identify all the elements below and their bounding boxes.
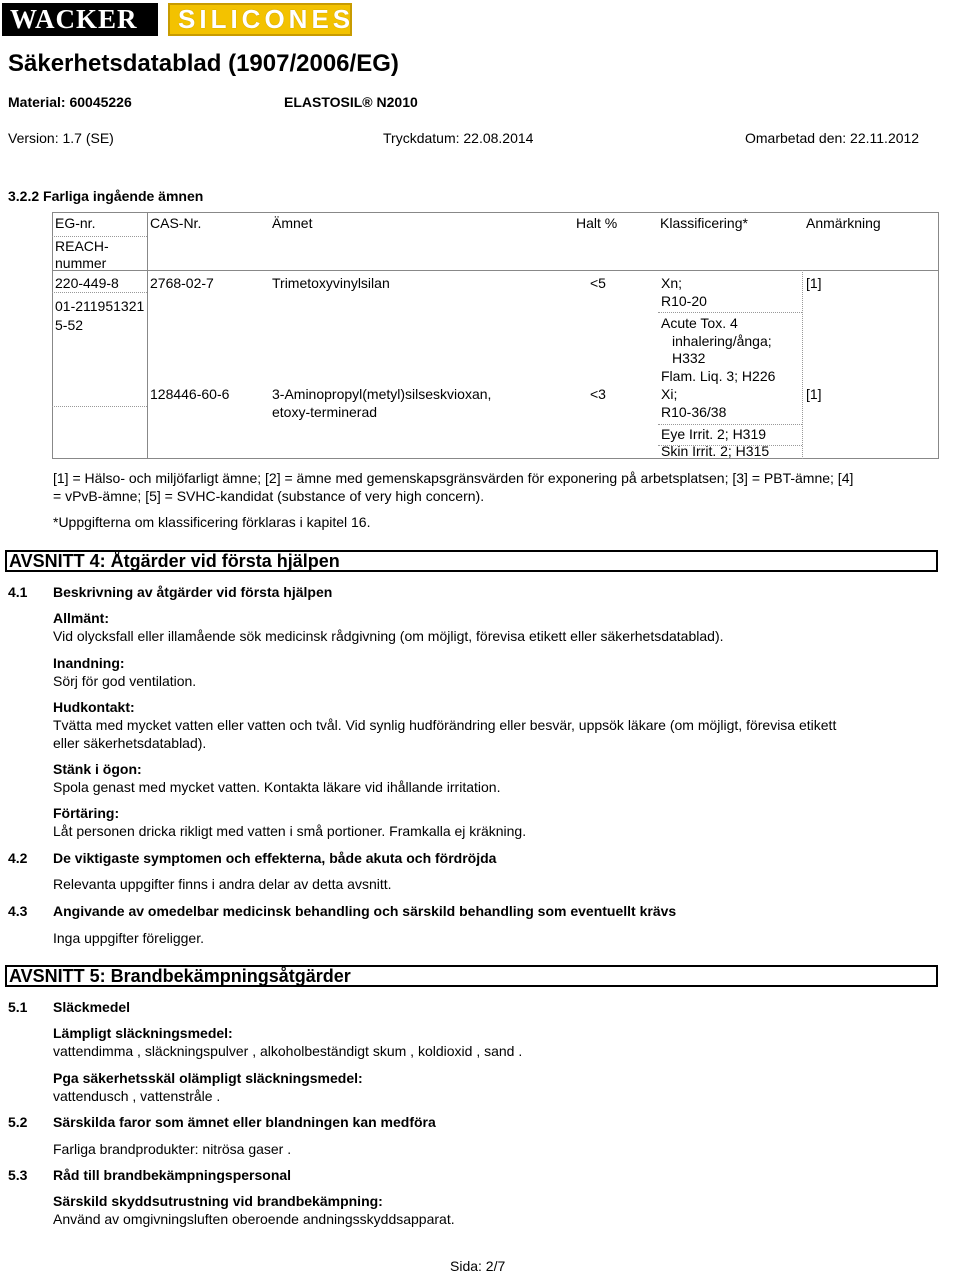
ingestion-text: Låt personen dricka rikligt med vatten i små portioner. Framkalla ej kräkning. xyxy=(53,823,527,839)
version: Version: 1.7 (SE) xyxy=(8,130,114,146)
divider xyxy=(52,292,147,293)
row1-cas: 2768-02-7 xyxy=(150,275,214,291)
col-reach: REACH-nummer xyxy=(55,238,109,271)
footnote-line-2: = vPvB-ämne; [5] = SVHC-kandidat (substance of very high concern). xyxy=(53,488,485,504)
row1-class-1: Xn; xyxy=(661,275,683,291)
unsuitable-media-label: Pga säkerhetsskäl olämpligt släckningsmedel: xyxy=(53,1070,363,1086)
row2-substance: 3-Aminopropyl(metyl)silseskvioxan, xyxy=(272,386,492,402)
s43-heading: Angivande av omedelbar medicinsk behandling och särskild behandling som eventuellt krävs xyxy=(53,903,677,919)
inhalation-label: Inandning: xyxy=(53,655,125,671)
row1-reach: 01-2119513215-52 xyxy=(55,298,145,333)
row2-substance-2: etoxy-terminerad xyxy=(272,404,378,420)
row1-eg: 220-449-8 xyxy=(55,275,119,291)
s41-number: 4.1 xyxy=(8,584,28,600)
material-number: Material: 60045226 xyxy=(8,94,132,110)
row1-substance: Trimetoxyvinylsilan xyxy=(272,275,390,291)
ingestion-label: Förtäring: xyxy=(53,805,120,821)
divider xyxy=(802,270,803,459)
divider xyxy=(147,270,939,271)
skin-label: Hudkontakt: xyxy=(53,699,135,715)
general-label: Allmänt: xyxy=(53,610,109,626)
row1-class-6: Flam. Liq. 3; H226 xyxy=(661,368,776,384)
row2-class-1: Xi; xyxy=(661,386,678,402)
divider xyxy=(147,212,148,459)
s41-heading: Beskrivning av åtgärder vid första hjälpen xyxy=(53,584,333,600)
col-substance: Ämnet xyxy=(272,215,313,231)
s53-number: 5.3 xyxy=(8,1167,28,1183)
col-halt: Halt % xyxy=(576,215,618,231)
row2-note: [1] xyxy=(806,386,822,402)
footnote-line-3: *Uppgifterna om klassificering förklaras i kapitel 16. xyxy=(53,514,371,530)
revised-date: Omarbetad den: 22.11.2012 xyxy=(745,130,920,146)
page-number: Sida: 2/7 xyxy=(450,1258,506,1274)
document-title: Säkerhetsdatablad (1907/2006/EG) xyxy=(8,50,399,77)
equipment-text: Använd av omgivningsluften oberoende andningsskyddsapparat. xyxy=(53,1211,455,1227)
col-eg: EG-nr. xyxy=(55,215,96,231)
s52-number: 5.2 xyxy=(8,1114,28,1130)
row1-class-3: Acute Tox. 4 xyxy=(661,315,738,331)
eye-label: Stänk i ögon: xyxy=(53,761,142,777)
row2-cas: 128446-60-6 xyxy=(150,386,230,402)
divider xyxy=(658,312,802,313)
section-5-title: AVSNITT 5: Brandbekämpningsåtgärder xyxy=(5,965,938,987)
row1-class-5: H332 xyxy=(672,350,706,366)
divider xyxy=(52,236,147,237)
product-name: ELASTOSIL® N2010 xyxy=(284,94,418,110)
divider xyxy=(52,406,147,407)
col-class: Klassificering* xyxy=(660,215,748,231)
row2-halt: <3 xyxy=(590,386,606,402)
skin-text-1: Tvätta med mycket vatten eller vatten och tvål. Vid synlig hudförändring eller besvär, uppsök läkare (om möjligt, förevisa etikett xyxy=(53,717,837,733)
footnote-line-1: [1] = Hälso- och miljöfarligt ämne; [2] = ämne med gemenskapsgränsvärden för exponering på arbetsplatsen; [3] = PBT-ämne; [4] xyxy=(53,470,854,486)
col-note: Anmärkning xyxy=(806,215,881,231)
s52-text: Farliga brandprodukter: nitrösa gaser . xyxy=(53,1141,292,1157)
col-cas: CAS-Nr. xyxy=(150,215,202,231)
general-text: Vid olycksfall eller illamående sök medicinsk rådgivning (om möjligt, förevisa etikett eller säkerhetsdatablad). xyxy=(53,628,724,644)
equipment-label: Särskild skyddsutrustning vid brandbekämpning: xyxy=(53,1193,383,1209)
s42-text: Relevanta uppgifter finns i andra delar av detta avsnitt. xyxy=(53,876,392,892)
row1-class-4: inhalering/ånga; xyxy=(672,333,772,349)
unsuitable-media-text: vattendusch , vattenstråle . xyxy=(53,1088,221,1104)
section-4-title: AVSNITT 4: Åtgärder vid första hjälpen xyxy=(5,550,938,572)
row2-class-2: R10-36/38 xyxy=(661,404,727,420)
wacker-logo: WACKER xyxy=(2,3,158,36)
row1-halt: <5 xyxy=(590,275,606,291)
hazard-table-frame xyxy=(52,212,939,459)
inhalation-text: Sörj för god ventilation. xyxy=(53,673,197,689)
eye-text: Spola genast med mycket vatten. Kontakta läkare vid ihållande irritation. xyxy=(53,779,501,795)
row2-class-4: Skin Irrit. 2; H315 xyxy=(661,443,770,459)
s43-number: 4.3 xyxy=(8,903,28,919)
row1-note: [1] xyxy=(806,275,822,291)
suitable-media-label: Lämpligt släckningsmedel: xyxy=(53,1025,233,1041)
suitable-media-text: vattendimma , släckningspulver , alkoholbeständigt skum , koldioxid , sand . xyxy=(53,1043,523,1059)
s42-heading: De viktigaste symptomen och effekterna, både akuta och fördröjda xyxy=(53,850,497,866)
s51-number: 5.1 xyxy=(8,999,28,1015)
row2-class-3: Eye Irrit. 2; H319 xyxy=(661,426,767,442)
s51-heading: Släckmedel xyxy=(53,999,131,1015)
row1-class-2: R10-20 xyxy=(661,293,707,309)
divider xyxy=(658,424,802,425)
s53-heading: Råd till brandbekämpningspersonal xyxy=(53,1167,292,1183)
print-date: Tryckdatum: 22.08.2014 xyxy=(383,130,534,146)
silicones-logo: SILICONES xyxy=(168,3,352,36)
section-322-heading: 3.2.2 Farliga ingående ämnen xyxy=(8,188,204,204)
s43-text: Inga uppgifter föreligger. xyxy=(53,930,204,946)
skin-text-2: eller säkerhetsdatablad). xyxy=(53,735,207,751)
s42-number: 4.2 xyxy=(8,850,28,866)
s52-heading: Särskilda faror som ämnet eller blandningen kan medföra xyxy=(53,1114,436,1130)
